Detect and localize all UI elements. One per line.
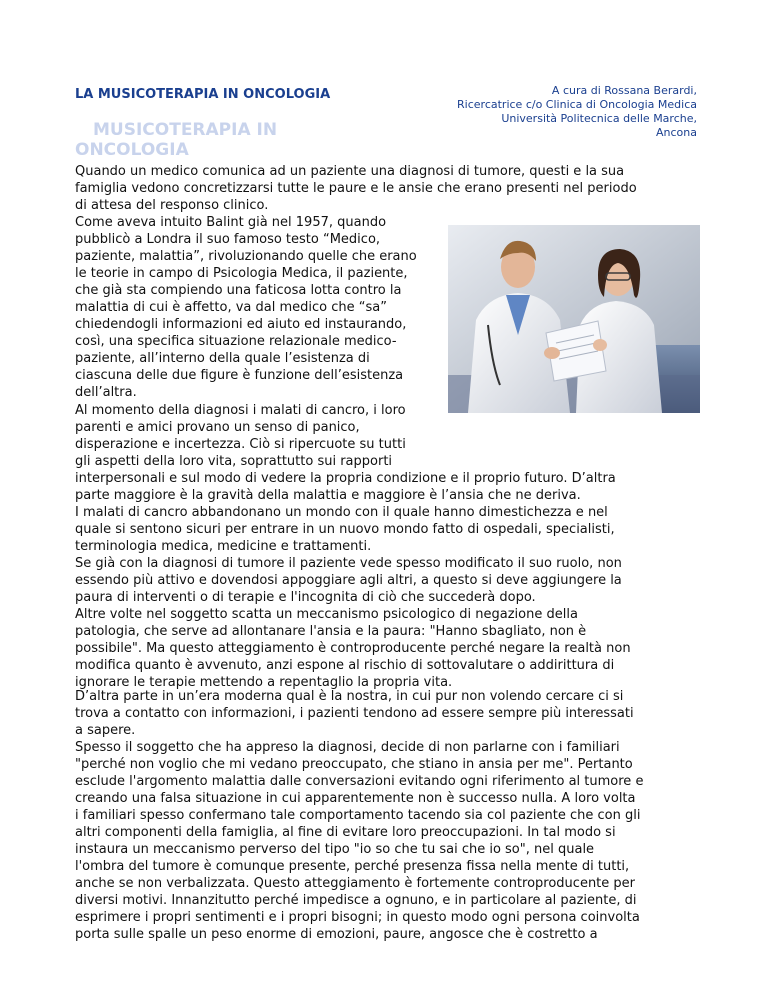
paragraph-intro: [75, 163, 695, 214]
text-line: ignorare le terapie mettendo a repentaglio la propria vita.: [75, 675, 453, 690]
text-line: che già sta compiendo una faticosa lotta contro la: [75, 283, 402, 298]
text-line: diversi motivi. Innanzitutto perché impedisce a ognuno, e in particolare al paziente, di: [75, 893, 637, 908]
author-credit: [377, 84, 697, 140]
text-line: esclude l'argomento malattia dalle conversazioni evitando ogni riferimento al tumore e: [75, 774, 644, 789]
text-line: malattia di cui è affetto, va dal medico che “sa”: [75, 300, 387, 315]
text-line: interpersonali e sul modo di vedere la propria condizione e il proprio futuro. D’altra: [75, 471, 616, 486]
text-line: chiedendogli informazioni ed aiuto ed instaurando,: [75, 317, 407, 332]
text-line: trova a contatto con informazioni, i pazienti tendono ad essere sempre più interessati: [75, 706, 634, 721]
text-line: Altre volte nel soggetto scatta un meccanismo psicologico di negazione della: [75, 607, 578, 622]
text-line: porta sulle spalle un peso enorme di emozioni, paure, angosce che è costretto a: [75, 927, 598, 942]
text-line: altri componenti della famiglia, al fine di evitare loro preoccupazioni. In tal modo si: [75, 825, 616, 840]
text-line: patologia, che serve ad allontanare l'ansia e la paura: "Hanno sbagliato, non è: [75, 624, 587, 639]
text-line: Spesso il soggetto che ha appreso la diagnosi, decide di non parlarne con i familiari: [75, 740, 620, 755]
text-line: Al momento della diagnosi i malati di cancro, i loro: [75, 403, 406, 418]
text-line: l'ombra del tumore è comunque presente, perché presenza fissa nella mente di tutti,: [75, 859, 630, 874]
text-line: disperazione e incertezza. Ciò si ripercuote su tutti: [75, 437, 406, 452]
author-line: Ricercatrice c/o Clinica di Oncologia Medica: [457, 98, 697, 111]
text-line: ciascuna delle due figure è funzione dell’esistenza: [75, 368, 404, 383]
text-line: instaura un meccanismo perverso del tipo "io so che tu sai che io so", nel quale: [75, 842, 595, 857]
text-line: possibile". Ma questo atteggiamento è controproducente perché negare la realtà non: [75, 641, 631, 656]
text-line: Quando un medico comunica ad un paziente una diagnosi di tumore, questi e la sua: [75, 164, 625, 179]
paragraph-balint: [75, 214, 447, 401]
text-line: essendo più attivo e dovendosi appoggiare agli altri, a questo si deve aggiungere la: [75, 573, 622, 588]
section-title: LA MUSICOTERAPIA IN ONCOLOGIA: [75, 87, 331, 102]
text-line: i familiari spesso confermano tale comportamento tacendo sia col paziente che con gli: [75, 808, 641, 823]
text-line: paziente, malattia”, rivoluzionando quelle che erano: [75, 249, 417, 264]
text-line: a sapere.: [75, 723, 136, 738]
text-line: pubblicò a Londra il suo famoso testo “Medico,: [75, 232, 381, 247]
text-line: dell’altra.: [75, 385, 137, 400]
text-line: famiglia vedono concretizzarsi tutte le paure e le ansie che erano presenti nel periodo: [75, 181, 637, 196]
text-line: paura di interventi o di terapie e l'incognita di ciò che succederà dopo.: [75, 590, 536, 605]
text-line: le teorie in campo di Psicologia Medica, il paziente,: [75, 266, 408, 281]
author-line: Università Politecnica delle Marche,: [501, 112, 697, 125]
text-line: quale si sentono sicuri per entrare in un nuovo mondo fatto di ospedali, specialisti,: [75, 522, 615, 537]
text-line: paziente, all’interno della quale l’esistenza di: [75, 351, 370, 366]
paragraph-comunicazione: [75, 688, 695, 943]
text-line: così, una specifica situazione relazionale medico-: [75, 334, 397, 349]
text-line: modifica quanto è avvenuto, anzi espone al rischio di sottovalutare o addirittura di: [75, 658, 615, 673]
doctors-photo: [448, 225, 700, 413]
text-line: Come aveva intuito Balint già nel 1957, quando: [75, 215, 387, 230]
text-line: di attesa del responso clinico.: [75, 198, 269, 213]
author-line: Ancona: [656, 126, 697, 139]
author-line: A cura di Rossana Berardi,: [551, 84, 697, 97]
text-line: gli aspetti della loro vita, soprattutto sui rapporti: [75, 454, 393, 469]
text-line: esprimere i propri sentimenti e i propri bisogni; in questo modo ogni persona coinvolta: [75, 910, 640, 925]
text-line: D’altra parte in un’era moderna qual è la nostra, in cui pur non volendo cercare ci si: [75, 689, 624, 704]
text-line: parte maggiore è la gravità della malattia e maggiore è l’ansia che ne deriva.: [75, 488, 581, 503]
text-line: creando una falsa situazione in cui apparentemente non è successo nulla. A loro volta: [75, 791, 636, 806]
paragraph-diagnosi: [75, 402, 695, 691]
text-line: I malati di cancro abbandonano un mondo con il quale hanno dimestichezza e nel: [75, 505, 608, 520]
text-line: terminologia medica, medicine e trattamenti.: [75, 539, 372, 554]
article-title: MUSICOTERAPIA IN ONCOLOGIA: [75, 120, 278, 160]
text-line: "perché non voglio che mi vedano preoccupato, che stiano in ansia per me". Pertanto: [75, 757, 633, 772]
text-line: anche se non verbalizzata. Questo atteggiamento è fortemente controproducente per: [75, 876, 636, 891]
text-line: parenti e amici provano un senso di panico,: [75, 420, 360, 435]
text-line: Se già con la diagnosi di tumore il paziente vede spesso modificato il suo ruolo, non: [75, 556, 622, 571]
